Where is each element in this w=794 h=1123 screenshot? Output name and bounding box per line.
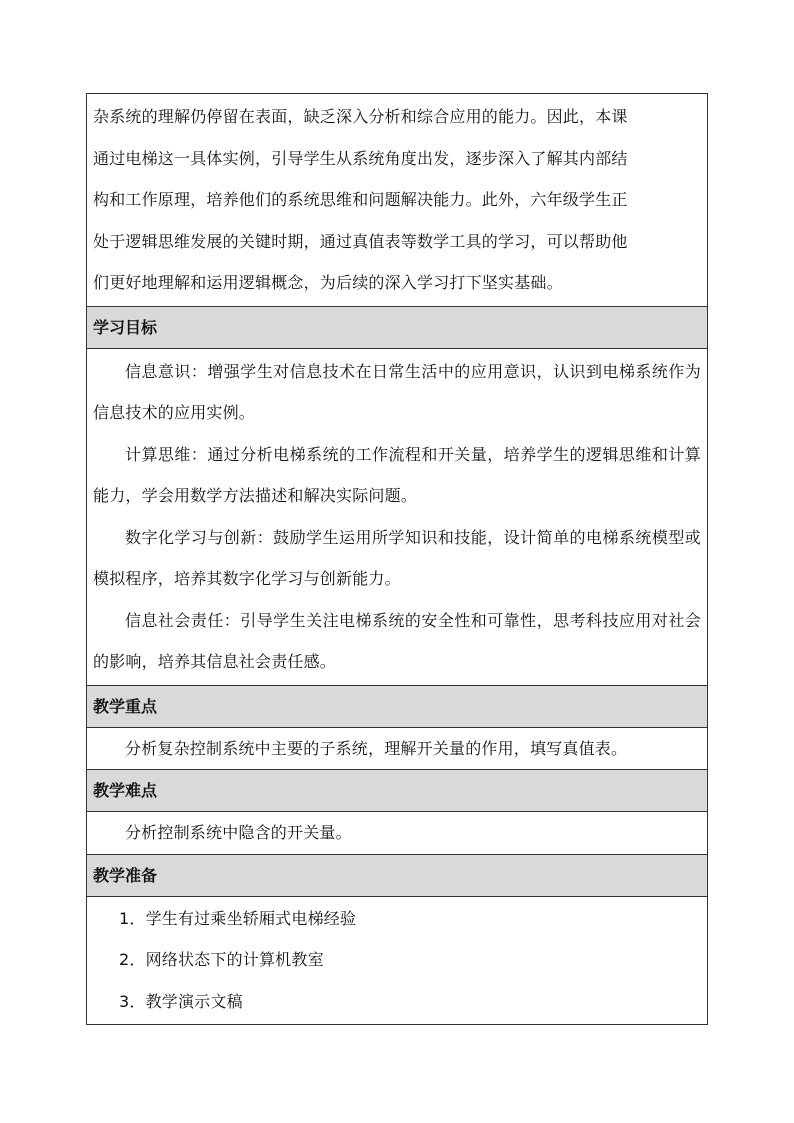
section-heading-goals: 学习目标 — [87, 306, 708, 348]
learner-analysis-cell — [87, 94, 708, 307]
preparation-header-row — [87, 854, 708, 896]
preparation-item: 3．教学演示文稿 — [119, 991, 243, 1011]
section-heading-key-points: 教学重点 — [87, 685, 708, 727]
goals-row — [87, 348, 708, 685]
intro-line: 们更好地理解和运用逻辑概念，为后续的深入学习打下坚实基础。 — [93, 273, 563, 292]
preparation-row — [87, 896, 708, 1025]
intro-line: 构和工作原理，培养他们的系统思维和问题解决能力。此外，六年级学生正 — [93, 190, 628, 209]
key-points-row — [87, 727, 708, 770]
preparation-item: 2．网络状态下的计算机教室 — [119, 950, 324, 969]
goal-item: 计算思维：通过分析电梯系统的工作流程和开关量，培养学生的逻辑思维和计算能力，学会用数学方法描述和解决实际问题。 — [93, 444, 701, 505]
key-points-header-row — [87, 685, 708, 727]
intro-row — [87, 94, 708, 307]
key-points-text: 分析复杂控制系统中主要的子系统，理解开关量的作用，填写真值表。 — [125, 738, 628, 758]
difficulties-header-row — [87, 770, 708, 812]
preparation-item: 1．学生有过乘坐轿厢式电梯经验 — [119, 908, 357, 928]
intro-line: 处于逻辑思维发展的关键时期，通过真值表等数学工具的学习，可以帮助他 — [93, 231, 628, 251]
lesson-plan-table — [86, 93, 708, 1025]
difficulties-cell — [87, 812, 708, 855]
difficulties-text: 分析控制系统中隐含的开关量。 — [125, 823, 352, 842]
section-heading-preparation: 教学准备 — [87, 854, 708, 896]
intro-line: 通过电梯这一具体实例，引导学生从系统角度出发，逐步深入了解其内部结 — [93, 148, 628, 168]
goal-item: 信息社会责任：引导学生关注电梯系统的安全性和可靠性，思考科技应用对社会的影响，培养其信息社会责任感。 — [93, 610, 701, 671]
goal-item: 数字化学习与创新：鼓励学生运用所学知识和技能，设计简单的电梯系统模型或模拟程序，培养其数字化学习与创新能力。 — [93, 527, 701, 588]
goals-cell — [87, 348, 708, 685]
section-heading-difficulties: 教学难点 — [87, 770, 708, 812]
goals-header-row — [87, 306, 708, 348]
key-points-cell — [87, 727, 708, 770]
goal-item: 信息意识：增强学生对信息技术在日常生活中的应用意识，认识到电梯系统作为信息技术的应用实例。 — [93, 361, 701, 422]
lesson-plan-page — [86, 93, 708, 1025]
intro-line: 杂系统的理解仍停留在表面，缺乏深入分析和综合应用的能力。因此，本课 — [93, 107, 628, 126]
difficulties-row — [87, 812, 708, 855]
preparation-cell — [87, 896, 708, 1025]
